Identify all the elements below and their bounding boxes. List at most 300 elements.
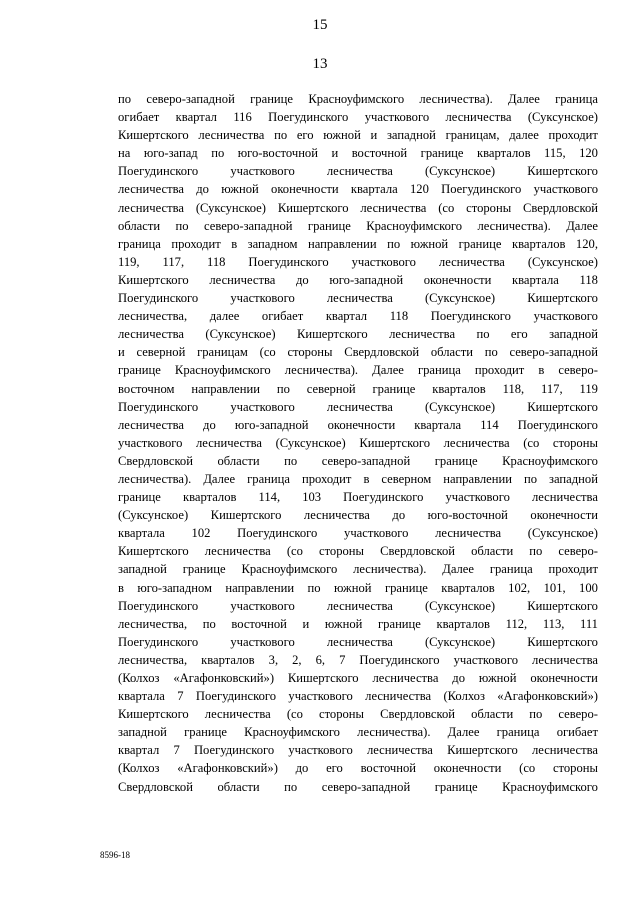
word: Кишертского xyxy=(287,671,359,685)
word: северо- xyxy=(558,707,598,722)
word: северо-западной xyxy=(204,218,293,233)
word: участкового xyxy=(118,435,183,450)
word: восточной xyxy=(360,761,417,776)
word: северной xyxy=(306,381,356,396)
word: стороны xyxy=(287,345,333,360)
word: лесничества). xyxy=(357,725,431,740)
word: Красноуфимского xyxy=(502,779,598,794)
text-line xyxy=(118,633,598,651)
word: кварталов xyxy=(477,146,531,161)
word: лесничества xyxy=(118,182,184,197)
word: северной xyxy=(136,345,186,360)
word: 2, xyxy=(292,652,302,667)
word: лесничества xyxy=(366,743,433,758)
word: южной xyxy=(324,616,363,631)
word: Поегудинского xyxy=(268,110,349,125)
word: 102 xyxy=(191,526,211,541)
word: лесничества). xyxy=(284,363,359,378)
text-line xyxy=(118,687,598,705)
word: квартала xyxy=(414,417,462,432)
text-line xyxy=(118,235,598,253)
word: квартала xyxy=(118,526,165,541)
text-line xyxy=(118,597,598,615)
word: Красноуфимского xyxy=(502,453,598,468)
word: далее xyxy=(509,128,539,143)
word: Поегудинского xyxy=(430,309,511,324)
word: и xyxy=(118,345,125,360)
text-line xyxy=(118,126,598,144)
word: Красноуфимского xyxy=(174,363,271,378)
word: по xyxy=(387,236,401,251)
word: восточной xyxy=(351,146,408,161)
word: (со xyxy=(259,345,276,360)
word: Поегудинского xyxy=(118,598,199,613)
word: границе xyxy=(372,381,416,396)
word: участкового xyxy=(351,254,416,269)
word: стороны xyxy=(552,761,598,776)
word: 111 xyxy=(580,616,598,631)
word: лесничества xyxy=(532,652,598,667)
word: Далее xyxy=(372,363,404,378)
word: Свердловской xyxy=(344,345,420,360)
word: границе xyxy=(182,562,226,577)
word: лесничества xyxy=(365,689,432,704)
word: (Суксунское) xyxy=(424,634,496,649)
word: (Суксунское) xyxy=(424,164,496,179)
word: Поегудинского xyxy=(343,490,424,505)
word: по xyxy=(118,92,132,106)
word: лесничества). xyxy=(118,471,192,486)
text-line xyxy=(118,271,598,289)
word: по xyxy=(284,779,298,794)
text-line xyxy=(118,506,598,524)
word: Далее xyxy=(203,471,236,486)
word: стороны xyxy=(318,544,365,559)
word: 118 xyxy=(207,254,226,269)
text-line xyxy=(118,524,598,542)
word: лесничества xyxy=(326,291,393,306)
word: границе xyxy=(420,146,464,161)
text-line xyxy=(118,669,598,687)
word: 116 xyxy=(233,110,252,125)
word: в xyxy=(118,580,124,595)
word: области xyxy=(430,345,473,360)
word: 6, xyxy=(315,652,326,667)
word: по xyxy=(211,146,225,161)
page-number-top: 15 xyxy=(312,17,328,33)
text-line xyxy=(118,542,598,560)
word: 115, xyxy=(544,146,566,161)
word: лесничества xyxy=(435,526,502,541)
text-line xyxy=(118,361,598,379)
word: области xyxy=(217,779,260,794)
text-line xyxy=(118,579,598,597)
word: восточной xyxy=(231,616,287,631)
word: квартал xyxy=(118,743,160,758)
text-line xyxy=(118,144,598,162)
word: его xyxy=(510,327,528,342)
word: кварталов xyxy=(432,381,486,396)
word: 114 xyxy=(480,417,499,432)
word: в xyxy=(231,236,238,251)
word: стороны xyxy=(552,435,598,450)
word: лесничества xyxy=(118,327,184,342)
word: западной xyxy=(386,128,436,143)
word: Поегудинского xyxy=(441,182,522,197)
word: Поегудинского xyxy=(118,634,199,649)
word: границе xyxy=(118,363,161,378)
word: оконечности xyxy=(327,417,396,432)
word: кварталов xyxy=(511,236,566,251)
word: (со xyxy=(286,544,303,559)
word: лесничества xyxy=(204,544,271,559)
word: «Агафонковский») xyxy=(177,761,278,776)
word: участкового xyxy=(230,634,295,649)
word: границе xyxy=(184,725,227,740)
word: Кишертского xyxy=(277,200,349,215)
word: по xyxy=(274,128,288,143)
word: 117, xyxy=(162,254,185,269)
page-number-inner: 13 xyxy=(312,56,328,72)
text-line xyxy=(118,380,598,398)
word: участкового xyxy=(533,182,598,197)
word: проходит xyxy=(548,128,598,143)
word: направлении xyxy=(443,471,512,486)
text-line xyxy=(118,217,598,235)
word: лесничества xyxy=(209,272,276,287)
word: (Суксунское) xyxy=(195,200,266,215)
word: Далее xyxy=(508,92,540,106)
word: лесничества, xyxy=(118,309,188,324)
word: западной xyxy=(118,562,167,577)
word: участкового xyxy=(453,652,519,667)
word: Кишертского xyxy=(527,291,598,306)
word: по xyxy=(284,453,298,468)
word: 118 xyxy=(389,309,409,324)
word: Кишертского xyxy=(527,164,598,179)
word: границе xyxy=(118,490,161,505)
word: лесничества xyxy=(445,110,512,125)
word: 7 xyxy=(177,689,184,704)
word: 120 xyxy=(579,146,598,161)
word: южной xyxy=(323,128,361,143)
word: участкового xyxy=(288,689,353,704)
word: лесничества xyxy=(196,435,262,450)
word: Поегудинского xyxy=(118,164,199,179)
word: Далее xyxy=(566,218,598,233)
text-line xyxy=(118,759,598,777)
word: до xyxy=(196,182,209,197)
text-line xyxy=(118,488,598,506)
word: граница xyxy=(496,725,540,740)
text-line xyxy=(118,162,598,180)
word: оконечности xyxy=(530,508,598,523)
word: северо- xyxy=(558,363,598,378)
word: Поегудинского xyxy=(359,652,440,667)
document-code: 8596-18 xyxy=(100,850,130,860)
word: лесничества). xyxy=(353,562,427,577)
word: области xyxy=(217,453,260,468)
word: участкового xyxy=(230,598,295,613)
word: лесничества xyxy=(303,508,370,523)
word: «Агафонковский») xyxy=(173,671,275,685)
word: Поегудинского xyxy=(193,743,275,758)
word: лесничества xyxy=(326,164,393,179)
word: юго-восточной xyxy=(427,508,508,523)
word: и xyxy=(302,616,310,631)
word: 119, xyxy=(118,254,140,269)
word: до xyxy=(392,508,406,523)
word: оконечности xyxy=(271,182,339,197)
word: лесничества xyxy=(360,200,427,215)
word: (Суксунское) xyxy=(205,327,276,342)
word: по xyxy=(529,544,543,559)
word: южной xyxy=(478,671,517,685)
word: границе xyxy=(378,616,421,631)
word: лесничества xyxy=(531,490,598,505)
word: северо-западной xyxy=(509,345,598,360)
word: лесничества xyxy=(438,254,505,269)
word: Свердловской xyxy=(380,544,456,559)
word: по xyxy=(175,218,189,233)
word: Красноуфимского xyxy=(244,725,340,740)
word: проходит xyxy=(474,363,525,378)
word: проходит xyxy=(548,562,598,577)
word: участкового xyxy=(344,526,409,541)
word: Кишертского xyxy=(447,743,518,758)
word: (со xyxy=(438,200,455,215)
word: южной xyxy=(221,182,259,197)
word: граница xyxy=(489,562,533,577)
text-line xyxy=(118,343,598,361)
word: в xyxy=(538,363,545,378)
text-line xyxy=(118,615,598,633)
word: 117, xyxy=(541,381,563,396)
word: квартал xyxy=(175,110,217,125)
word: 7 xyxy=(339,652,346,667)
word: Кишертского xyxy=(118,544,189,559)
word: Кишертского xyxy=(210,508,282,523)
word: юго-западном xyxy=(137,580,213,595)
word: (Колхоз xyxy=(443,689,485,704)
word: направлении xyxy=(225,580,295,595)
word: стороны xyxy=(466,200,512,215)
word: стороны xyxy=(318,707,365,722)
word: проходит xyxy=(302,471,352,486)
word: западной xyxy=(549,471,598,486)
word: лесничества, xyxy=(118,652,188,667)
word: Кишертского xyxy=(118,707,189,722)
word: (Суксунское) xyxy=(424,399,496,414)
word: границе xyxy=(458,236,502,251)
word: южной xyxy=(410,236,449,251)
word: по xyxy=(276,381,290,396)
word: (Суксунское) xyxy=(118,508,189,523)
word: северо-западной xyxy=(321,779,411,794)
word: западной xyxy=(118,725,167,740)
word: до xyxy=(203,417,216,432)
word: огибает xyxy=(261,309,304,324)
word: юго-западной xyxy=(329,272,404,287)
word: Свердловской xyxy=(523,200,598,215)
word: по xyxy=(529,707,543,722)
word: лесничества xyxy=(326,399,393,414)
word: лесничества xyxy=(326,634,393,649)
text-line xyxy=(118,470,598,488)
word: Кишертского xyxy=(527,598,598,613)
text-line xyxy=(118,90,598,108)
word: Красноуфимского xyxy=(308,92,405,106)
text-line xyxy=(118,778,598,796)
word: (со xyxy=(519,761,536,776)
word: направлении xyxy=(191,381,260,396)
word: области xyxy=(471,707,514,722)
word: огибает xyxy=(556,725,598,740)
text-line xyxy=(118,180,598,198)
word: границам, xyxy=(445,128,500,143)
word: Поегудинского xyxy=(517,417,598,432)
word: на xyxy=(118,146,131,161)
word: 103 xyxy=(302,490,322,505)
word: (Колхоз xyxy=(118,671,160,685)
word: проходит xyxy=(171,236,221,251)
word: лесничества xyxy=(118,200,184,215)
word: лесничества xyxy=(118,417,184,432)
word: лесничества xyxy=(372,671,439,685)
word: квартал xyxy=(325,309,368,324)
text-line xyxy=(118,560,598,578)
word: участкового xyxy=(364,110,430,125)
word: 7 xyxy=(173,743,180,758)
word: 118 xyxy=(579,272,598,287)
word: лесничества xyxy=(443,435,510,450)
word: его xyxy=(296,128,314,143)
word: участкового xyxy=(230,164,295,179)
word: Далее xyxy=(447,725,480,740)
word: его xyxy=(326,761,343,776)
word: Кишертского xyxy=(118,272,189,287)
word: 120, xyxy=(575,236,598,251)
word: по xyxy=(484,345,498,360)
word: Свердловской xyxy=(380,707,456,722)
text-line xyxy=(118,398,598,416)
word: до xyxy=(452,671,466,685)
word: квартала xyxy=(350,182,398,197)
text-line xyxy=(118,416,598,434)
word: и xyxy=(331,146,339,161)
text-line xyxy=(118,253,598,271)
word: граница xyxy=(417,363,461,378)
word: оконечности xyxy=(423,272,492,287)
word: Красноуфимского xyxy=(241,562,338,577)
word: 119 xyxy=(579,381,598,396)
word: 100 xyxy=(579,580,598,595)
text-line xyxy=(118,741,598,759)
word: кварталов xyxy=(441,580,495,595)
word: Поегудинского xyxy=(248,254,329,269)
word: границе xyxy=(307,218,351,233)
word: квартала xyxy=(511,272,559,287)
text-line xyxy=(118,434,598,452)
word: 118, xyxy=(502,381,525,396)
word: Поегудинского xyxy=(118,291,199,306)
word: огибает xyxy=(118,110,160,125)
word: границам xyxy=(197,345,248,360)
text-line xyxy=(118,325,598,343)
word: оконечности xyxy=(530,671,598,685)
word: квартала xyxy=(118,689,165,704)
word: южной xyxy=(333,580,372,595)
text-line xyxy=(118,452,598,470)
word: Красноуфимского xyxy=(366,218,463,233)
text-line xyxy=(118,108,598,126)
word: лесничества, xyxy=(118,616,188,631)
word: 102, xyxy=(508,580,531,595)
word: до xyxy=(295,761,309,776)
text-line xyxy=(118,705,598,723)
word: Поегудинского xyxy=(237,526,318,541)
word: и xyxy=(370,128,378,143)
word: участкового xyxy=(230,399,295,414)
word: 112, xyxy=(505,616,528,631)
word: граница xyxy=(118,236,161,251)
word: северо-западной xyxy=(146,92,235,106)
word: кварталов xyxy=(182,490,237,505)
word: (со xyxy=(523,435,540,450)
word: западном xyxy=(247,236,298,251)
text-line xyxy=(118,723,598,741)
word: (Суксунское) xyxy=(275,435,346,450)
word: в xyxy=(363,471,370,486)
word: направлении xyxy=(307,236,377,251)
word: Кишертского xyxy=(359,435,431,450)
word: Свердловской xyxy=(118,453,193,468)
word: (Суксунское) xyxy=(424,598,496,613)
text-line xyxy=(118,651,598,669)
word: лесничества). xyxy=(477,218,551,233)
word: северном xyxy=(381,471,432,486)
text-line xyxy=(118,199,598,217)
text-line xyxy=(118,307,598,325)
word: Кишертского xyxy=(118,128,189,143)
word: лесничества xyxy=(389,327,456,342)
word: по xyxy=(202,616,216,631)
word: Далее xyxy=(442,562,474,577)
word: (Суксунское) xyxy=(424,291,496,306)
word: лесничества xyxy=(198,128,265,143)
word: по xyxy=(476,327,490,342)
word: (Суксунское) xyxy=(527,254,598,269)
word: по xyxy=(523,471,538,486)
word: северо-западной xyxy=(321,453,411,468)
word: кварталов xyxy=(436,616,491,631)
word: Кишертского xyxy=(296,327,368,342)
word: лесничества xyxy=(204,707,271,722)
word: Поегудинского xyxy=(118,399,199,414)
word: лесничества xyxy=(326,598,393,613)
word: лесничества xyxy=(532,743,598,758)
word: Кишертского xyxy=(527,399,598,414)
word: Свердловской xyxy=(118,779,193,794)
word: 120 xyxy=(409,182,429,197)
word: граница xyxy=(247,471,290,486)
word: юго-западной xyxy=(234,417,309,432)
word: граница xyxy=(555,92,598,106)
word: (со xyxy=(286,707,303,722)
word: северо- xyxy=(558,544,598,559)
word: участкового xyxy=(230,291,295,306)
word: (Колхоз xyxy=(118,761,160,776)
